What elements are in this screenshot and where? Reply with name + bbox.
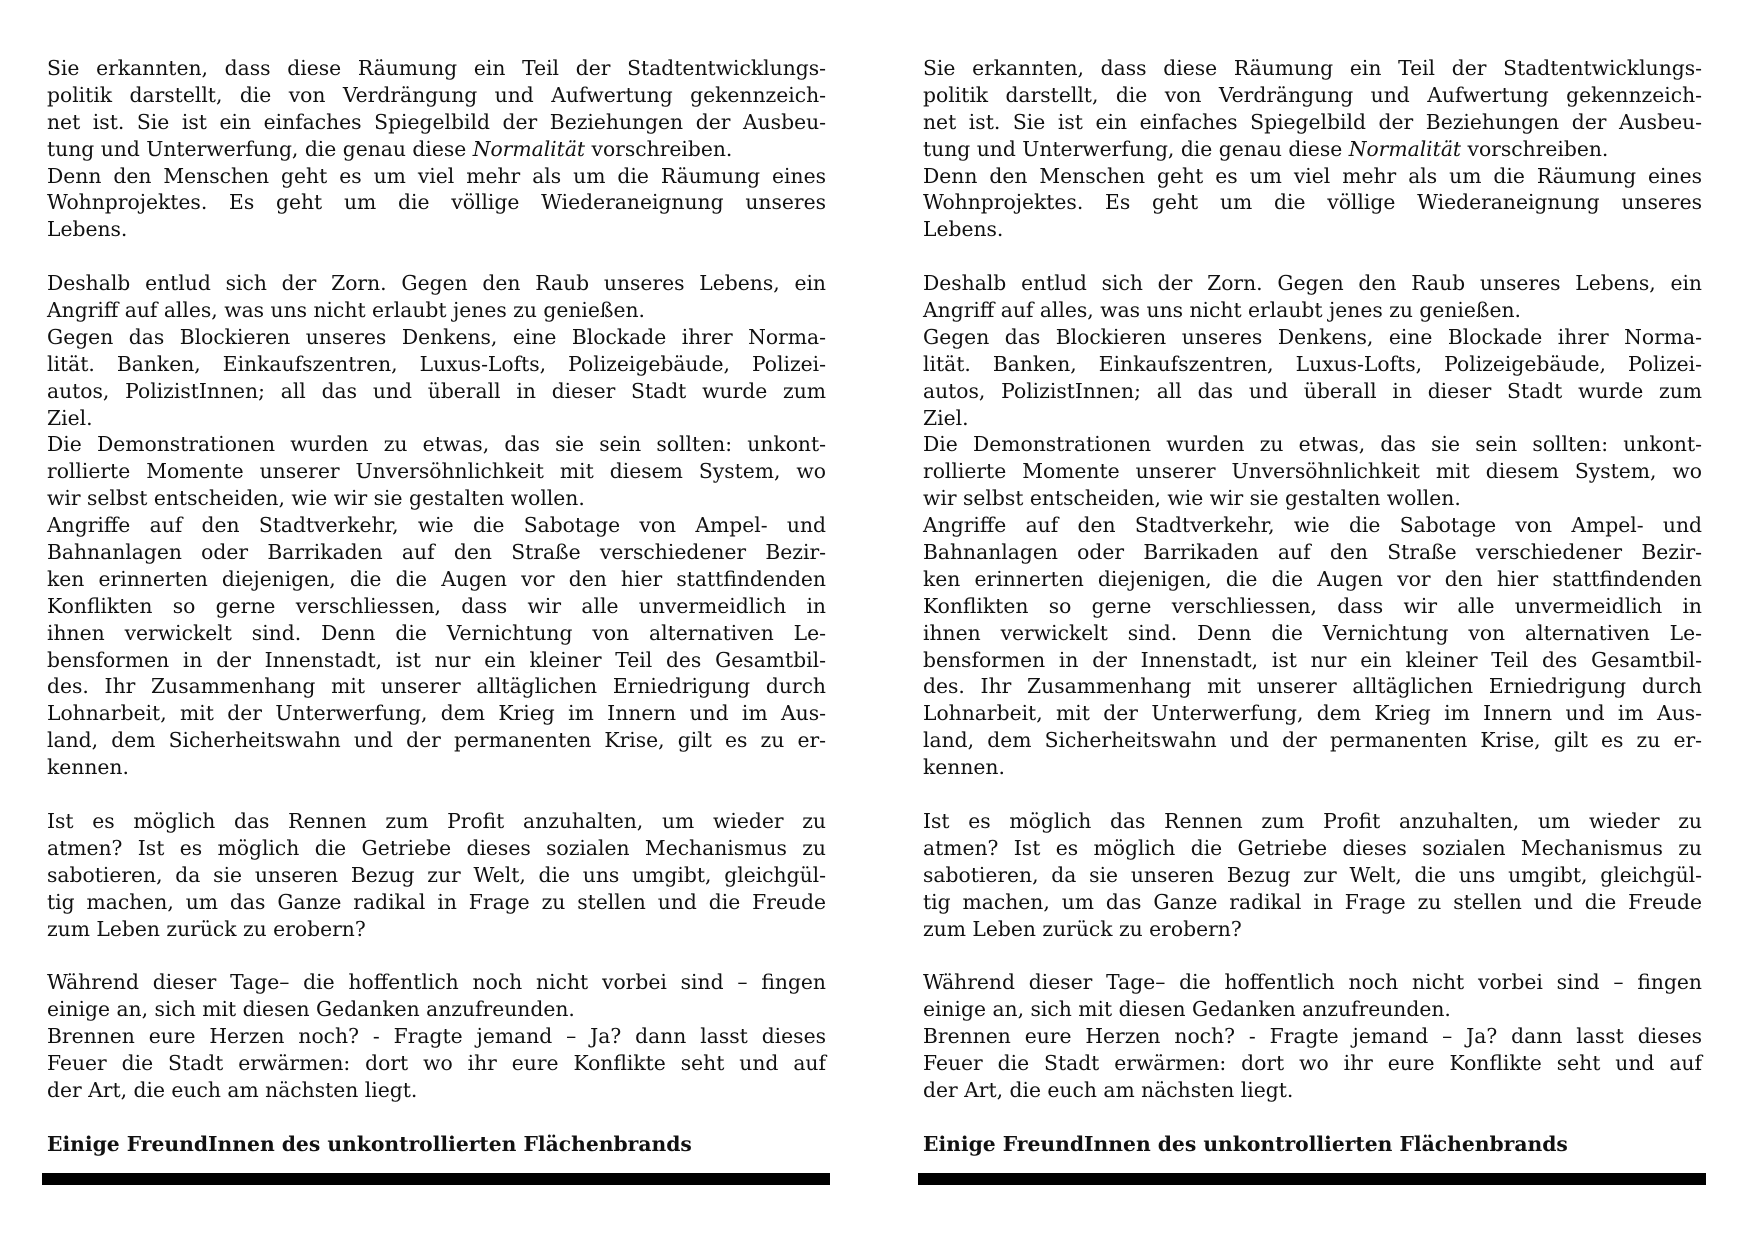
footer-rule [42, 1173, 830, 1185]
text-line: sabotieren, da sie unseren Bezug zur Welt, die uns umgibt, gleichgül- [47, 862, 826, 887]
text-line: tig machen, um das Ganze radikal in Frage zu stellen und die Freude [923, 889, 1702, 914]
text-line: Lebens. [923, 217, 1004, 242]
text-line: bensformen in der Innenstadt, ist nur ein kleiner Teil des Gesamtbil- [47, 647, 826, 672]
page-left [47, 0, 826, 1241]
emphasized-word: Normalität [1348, 136, 1462, 161]
text-line: rollierte Momente unserer Unversöhnlichkeit mit diesem System, wo [923, 459, 1702, 484]
text-line: Lohnarbeit, mit der Unterwerfung, dem Krieg im Innern und im Aus- [47, 701, 826, 726]
signature: Einige FreundInnen des unkontrollierten Flächenbrands [47, 1131, 692, 1156]
text-fragment: tung und Unterwerfung, die genau diese [923, 136, 1349, 161]
paragraph-gap [923, 942, 1702, 969]
text-line: wir selbst entscheiden, wie wir sie gestalten wollen. [923, 486, 1461, 511]
text-line: autos, PolizistInnen; all das und überall in dieser Stadt wurde zum [923, 378, 1702, 403]
text-line: des. Ihr Zusammenhang mit unserer alltäglichen Erniedrigung durch [47, 674, 826, 699]
text-fragment: vorschreiben. [1461, 136, 1609, 161]
text-fragment: vorschreiben. [585, 136, 733, 161]
text-line: net ist. Sie ist ein einfaches Spiegelbild der Beziehungen der Ausbeu- [47, 109, 826, 134]
text-line: politik darstellt, die von Verdrängung und Aufwertung gekennzeich- [923, 82, 1702, 107]
text-line: Angriff auf alles, was uns nicht erlaubt jenes zu genießen. [47, 298, 645, 323]
text-line: atmen? Ist es möglich die Getriebe dieses sozialen Mechanismus zu [47, 835, 826, 860]
text-line: sabotieren, da sie unseren Bezug zur Welt, die uns umgibt, gleichgül- [923, 862, 1702, 887]
text-line: Gegen das Blockieren unseres Denkens, eine Blockade ihrer Norma- [47, 324, 826, 349]
paragraph-gap [47, 1104, 826, 1131]
text-line: Lebens. [47, 217, 128, 242]
text-line: ihnen verwickelt sind. Denn die Vernichtung von alternativen Le- [923, 620, 1702, 645]
text-line: Ist es möglich das Rennen zum Profit anzuhalten, um wieder zu [47, 808, 826, 833]
article-body [47, 55, 826, 1158]
text-line: kennen. [47, 755, 129, 780]
text-line [47, 136, 826, 163]
paragraph-gap [47, 243, 826, 270]
text-line: Wohnprojektes. Es geht um die völlige Wiederaneignung unseres [923, 190, 1702, 215]
paragraph-gap [923, 1104, 1702, 1131]
text-line: Angriffe auf den Stadtverkehr, wie die Sabotage von Ampel- und [923, 513, 1702, 538]
text-line [923, 136, 1702, 163]
text-line: Konflikten so gerne verschliessen, dass wir alle unvermeidlich in [47, 593, 826, 618]
text-line: Brennen eure Herzen noch? - Fragte jemand – Ja? dann lasst dieses [923, 1024, 1702, 1049]
paragraph-gap [47, 942, 826, 969]
text-line: Während dieser Tage– die hoffentlich noch nicht vorbei sind – fingen [923, 970, 1702, 995]
text-line: Angriffe auf den Stadtverkehr, wie die Sabotage von Ampel- und [47, 513, 826, 538]
text-line: Feuer die Stadt erwärmen: dort wo ihr eure Konflikte seht und auf [923, 1050, 1702, 1075]
text-line: net ist. Sie ist ein einfaches Spiegelbild der Beziehungen der Ausbeu- [923, 109, 1702, 134]
text-line: Sie erkannten, dass diese Räumung ein Teil der Stadtentwicklungs- [47, 56, 826, 80]
text-line: Denn den Menschen geht es um viel mehr als um die Räumung eines [923, 163, 1702, 188]
text-line: bensformen in der Innenstadt, ist nur ein kleiner Teil des Gesamtbil- [923, 647, 1702, 672]
text-line: Ist es möglich das Rennen zum Profit anzuhalten, um wieder zu [923, 808, 1702, 833]
text-line: land, dem Sicherheitswahn und der permanenten Krise, gilt es zu er- [47, 728, 826, 753]
paragraph-gap [923, 781, 1702, 808]
text-line: ken erinnerten diejenigen, die die Augen vor den hier stattfindenden [923, 566, 1702, 591]
paragraph-gap [923, 243, 1702, 270]
paragraph-gap [47, 781, 826, 808]
text-line: Wohnprojektes. Es geht um die völlige Wiederaneignung unseres [47, 190, 826, 215]
text-line: Feuer die Stadt erwärmen: dort wo ihr eure Konflikte seht und auf [47, 1050, 826, 1075]
text-line: kennen. [923, 755, 1005, 780]
text-line: tig machen, um das Ganze radikal in Frage zu stellen und die Freude [47, 889, 826, 914]
text-line: des. Ihr Zusammenhang mit unserer alltäglichen Erniedrigung durch [923, 674, 1702, 699]
text-line: Deshalb entlud sich der Zorn. Gegen den Raub unseres Lebens, ein [47, 271, 826, 296]
text-line: atmen? Ist es möglich die Getriebe dieses sozialen Mechanismus zu [923, 835, 1702, 860]
emphasized-word: Normalität [472, 136, 586, 161]
text-line: Konflikten so gerne verschliessen, dass wir alle unvermeidlich in [923, 593, 1702, 618]
text-line: ken erinnerten diejenigen, die die Augen vor den hier stattfindenden [47, 566, 826, 591]
text-line: lität. Banken, Einkaufszentren, Luxus-Lofts, Polizeigebäude, Polizei- [923, 351, 1702, 376]
text-line: der Art, die euch am nächsten liegt. [923, 1077, 1294, 1102]
text-line: ihnen verwickelt sind. Denn die Vernichtung von alternativen Le- [47, 620, 826, 645]
text-line: Lohnarbeit, mit der Unterwerfung, dem Krieg im Innern und im Aus- [923, 701, 1702, 726]
signature: Einige FreundInnen des unkontrollierten Flächenbrands [923, 1131, 1568, 1156]
text-line: rollierte Momente unserer Unversöhnlichkeit mit diesem System, wo [47, 459, 826, 484]
text-line: Die Demonstrationen wurden zu etwas, das sie sein sollten: unkont- [47, 432, 826, 457]
text-line: Sie erkannten, dass diese Räumung ein Teil der Stadtentwicklungs- [923, 56, 1702, 80]
text-line: zum Leben zurück zu erobern? [47, 916, 366, 941]
text-line: land, dem Sicherheitswahn und der permanenten Krise, gilt es zu er- [923, 728, 1702, 753]
text-line: lität. Banken, Einkaufszentren, Luxus-Lofts, Polizeigebäude, Polizei- [47, 351, 826, 376]
text-line: Ziel. [47, 405, 93, 430]
page-right [923, 0, 1702, 1241]
footer-rule [918, 1173, 1706, 1185]
text-line: Bahnanlagen oder Barrikaden auf den Straße verschiedener Bezir- [47, 540, 826, 565]
text-line: Bahnanlagen oder Barrikaden auf den Straße verschiedener Bezir- [923, 540, 1702, 565]
text-line: wir selbst entscheiden, wie wir sie gestalten wollen. [47, 486, 585, 511]
text-line: der Art, die euch am nächsten liegt. [47, 1077, 418, 1102]
text-line: Angriff auf alles, was uns nicht erlaubt jenes zu genießen. [923, 298, 1521, 323]
text-line: Deshalb entlud sich der Zorn. Gegen den Raub unseres Lebens, ein [923, 271, 1702, 296]
text-line: Gegen das Blockieren unseres Denkens, eine Blockade ihrer Norma- [923, 324, 1702, 349]
text-line: Während dieser Tage– die hoffentlich noch nicht vorbei sind – fingen [47, 970, 826, 995]
text-fragment: tung und Unterwerfung, die genau diese [47, 136, 473, 161]
text-line: politik darstellt, die von Verdrängung und Aufwertung gekennzeich- [47, 82, 826, 107]
article-body [923, 55, 1702, 1158]
text-line: einige an, sich mit diesen Gedanken anzufreunden. [923, 997, 1451, 1022]
text-line: autos, PolizistInnen; all das und überall in dieser Stadt wurde zum [47, 378, 826, 403]
text-line: einige an, sich mit diesen Gedanken anzufreunden. [47, 997, 575, 1022]
text-line: Denn den Menschen geht es um viel mehr als um die Räumung eines [47, 163, 826, 188]
text-line: Brennen eure Herzen noch? - Fragte jemand – Ja? dann lasst dieses [47, 1024, 826, 1049]
text-line: Ziel. [923, 405, 969, 430]
text-line: Die Demonstrationen wurden zu etwas, das sie sein sollten: unkont- [923, 432, 1702, 457]
text-line: zum Leben zurück zu erobern? [923, 916, 1242, 941]
